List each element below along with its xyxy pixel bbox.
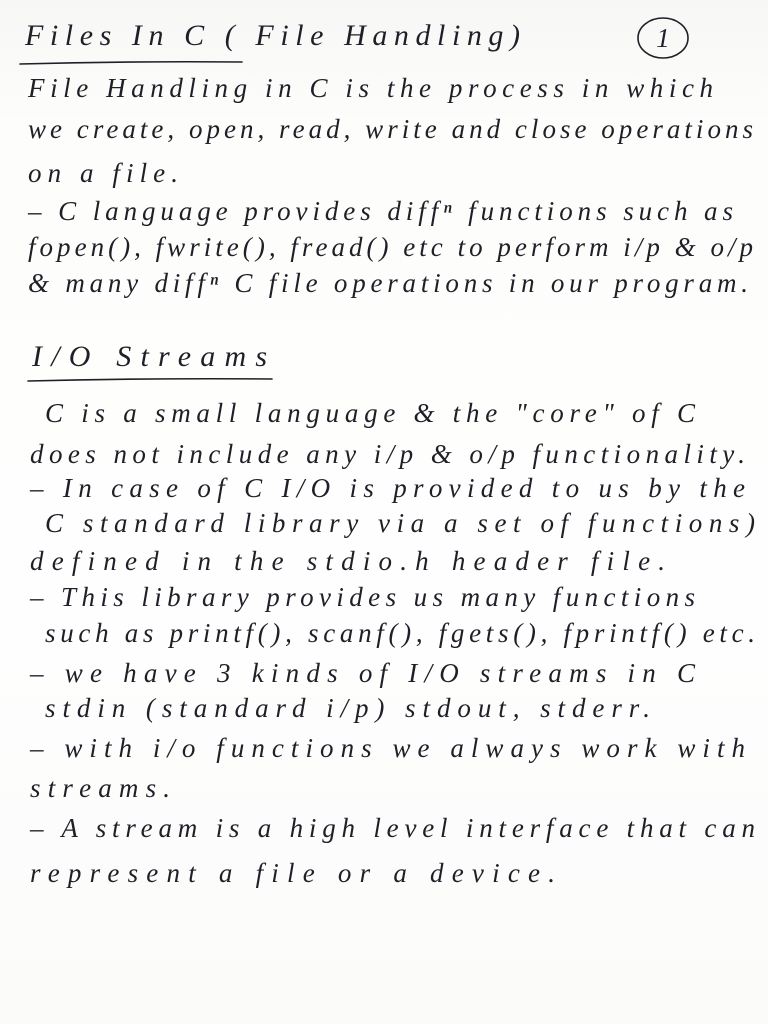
note-line: – A stream is a high level interface that can — [30, 813, 755, 843]
section-heading: I/O Streams — [32, 340, 267, 373]
note-line: – This library provides us many functions — [30, 582, 696, 612]
note-line: & many diffⁿ C file operations in our program. — [28, 268, 748, 298]
note-line: C standard library via a set of functions) — [45, 508, 755, 538]
note-line: stdin (standard i/p) stdout, stderr. — [45, 693, 651, 723]
note-line: – In case of C I/O is provided to us by the — [30, 473, 745, 503]
note-title: Files In C ( File Handling) — [25, 19, 520, 52]
note-line: – we have 3 kinds of I/O streams in C — [30, 658, 695, 688]
note-line: defined in the stdio.h header file. — [30, 546, 665, 576]
note-line: fopen(), fwrite(), fread() etc to perform i/p & o/p — [28, 232, 753, 262]
note-line: streams. — [30, 773, 170, 803]
note-line: on a file. — [28, 158, 178, 188]
note-line: such as printf(), scanf(), fgets(), fprintf() etc. — [45, 618, 755, 648]
note-line: does not include any i/p & o/p functionality. — [30, 439, 746, 469]
note-line: – C language provides diffⁿ functions such as — [28, 196, 734, 226]
note-line: – with i/o functions we always work with — [30, 733, 745, 763]
note-line: File Handling in C is the process in which — [28, 73, 714, 103]
section-heading-underline — [28, 379, 272, 381]
page-number: 1 — [656, 23, 670, 53]
title-underline — [20, 62, 242, 64]
note-line: represent a file or a device. — [30, 858, 556, 888]
note-line: C is a small language & the "core" of C — [45, 398, 696, 428]
note-line: we create, open, read, write and close operations — [28, 114, 753, 144]
